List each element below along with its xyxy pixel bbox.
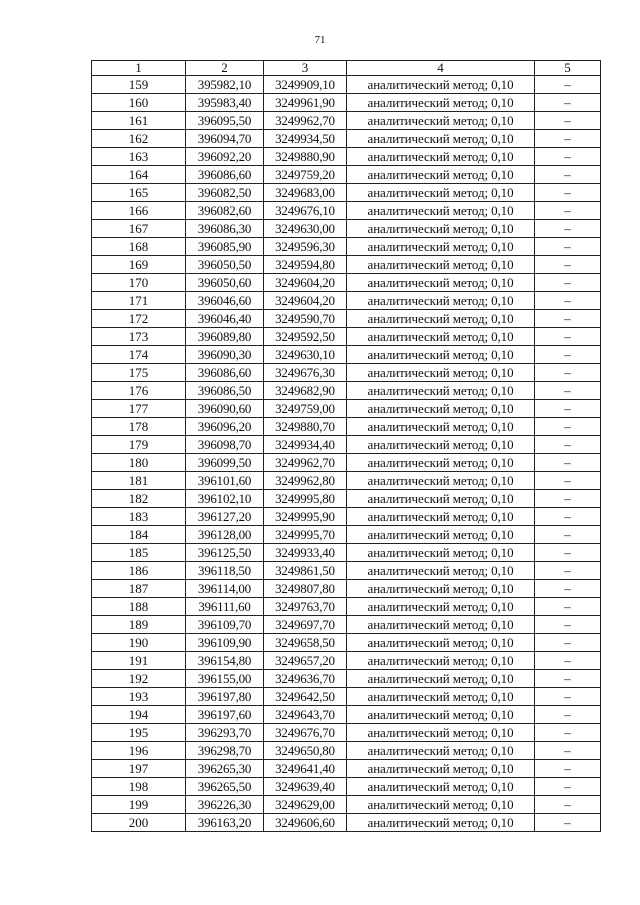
- point-number-cell: 170: [92, 274, 186, 292]
- table-row: [92, 382, 601, 400]
- column-header-3: 3: [264, 61, 347, 76]
- table-row: [92, 742, 601, 760]
- description-cell: –: [535, 616, 601, 634]
- table-row: [92, 724, 601, 742]
- point-number-cell: 189: [92, 616, 186, 634]
- x-coordinate-cell: 396128,00: [186, 526, 264, 544]
- x-coordinate-cell: 396046,40: [186, 310, 264, 328]
- table-row: [92, 562, 601, 580]
- description-cell: –: [535, 202, 601, 220]
- x-coordinate-cell: 396111,60: [186, 598, 264, 616]
- column-header-2: 2: [186, 61, 264, 76]
- description-cell: –: [535, 328, 601, 346]
- point-number-cell: 173: [92, 328, 186, 346]
- y-coordinate-cell: 3249630,00: [264, 220, 347, 238]
- method-cell: аналитический метод; 0,10: [347, 778, 535, 796]
- description-cell: –: [535, 688, 601, 706]
- y-coordinate-cell: 3249682,90: [264, 382, 347, 400]
- y-coordinate-cell: 3249861,50: [264, 562, 347, 580]
- x-coordinate-cell: 396085,90: [186, 238, 264, 256]
- description-cell: –: [535, 652, 601, 670]
- description-cell: –: [535, 796, 601, 814]
- x-coordinate-cell: 396265,50: [186, 778, 264, 796]
- method-cell: аналитический метод; 0,10: [347, 418, 535, 436]
- table-row: [92, 544, 601, 562]
- x-coordinate-cell: 396095,50: [186, 112, 264, 130]
- column-header-1: 1: [92, 61, 186, 76]
- x-coordinate-cell: 396298,70: [186, 742, 264, 760]
- point-number-cell: 198: [92, 778, 186, 796]
- y-coordinate-cell: 3249658,50: [264, 634, 347, 652]
- description-cell: –: [535, 220, 601, 238]
- table-row: [92, 400, 601, 418]
- method-cell: аналитический метод; 0,10: [347, 472, 535, 490]
- description-cell: –: [535, 706, 601, 724]
- y-coordinate-cell: 3249934,40: [264, 436, 347, 454]
- method-cell: аналитический метод; 0,10: [347, 706, 535, 724]
- description-cell: –: [535, 454, 601, 472]
- description-cell: –: [535, 580, 601, 598]
- method-cell: аналитический метод; 0,10: [347, 400, 535, 418]
- x-coordinate-cell: 396109,70: [186, 616, 264, 634]
- description-cell: –: [535, 670, 601, 688]
- table-row: [92, 814, 601, 832]
- point-number-cell: 161: [92, 112, 186, 130]
- x-coordinate-cell: 396114,00: [186, 580, 264, 598]
- method-cell: аналитический метод; 0,10: [347, 112, 535, 130]
- y-coordinate-cell: 3249961,90: [264, 94, 347, 112]
- y-coordinate-cell: 3249604,20: [264, 274, 347, 292]
- table-row: [92, 526, 601, 544]
- point-number-cell: 160: [92, 94, 186, 112]
- x-coordinate-cell: 395982,10: [186, 76, 264, 94]
- method-cell: аналитический метод; 0,10: [347, 544, 535, 562]
- y-coordinate-cell: 3249636,70: [264, 670, 347, 688]
- x-coordinate-cell: 396090,60: [186, 400, 264, 418]
- table-row: [92, 328, 601, 346]
- point-number-cell: 200: [92, 814, 186, 832]
- method-cell: аналитический метод; 0,10: [347, 202, 535, 220]
- point-number-cell: 188: [92, 598, 186, 616]
- method-cell: аналитический метод; 0,10: [347, 76, 535, 94]
- point-number-cell: 180: [92, 454, 186, 472]
- description-cell: –: [535, 400, 601, 418]
- description-cell: –: [535, 274, 601, 292]
- y-coordinate-cell: 3249807,80: [264, 580, 347, 598]
- point-number-cell: 182: [92, 490, 186, 508]
- table-row: [92, 364, 601, 382]
- method-cell: аналитический метод; 0,10: [347, 148, 535, 166]
- y-coordinate-cell: 3249639,40: [264, 778, 347, 796]
- description-cell: –: [535, 94, 601, 112]
- x-coordinate-cell: 396046,60: [186, 292, 264, 310]
- point-number-cell: 181: [92, 472, 186, 490]
- table-row: [92, 130, 601, 148]
- method-cell: аналитический метод; 0,10: [347, 220, 535, 238]
- point-number-cell: 192: [92, 670, 186, 688]
- description-cell: –: [535, 472, 601, 490]
- description-cell: –: [535, 364, 601, 382]
- x-coordinate-cell: 396102,10: [186, 490, 264, 508]
- y-coordinate-cell: 3249763,70: [264, 598, 347, 616]
- table-row: [92, 292, 601, 310]
- method-cell: аналитический метод; 0,10: [347, 634, 535, 652]
- table-body: [92, 76, 601, 832]
- y-coordinate-cell: 3249934,50: [264, 130, 347, 148]
- y-coordinate-cell: 3249629,00: [264, 796, 347, 814]
- x-coordinate-cell: 396226,30: [186, 796, 264, 814]
- table-row: [92, 652, 601, 670]
- x-coordinate-cell: 396086,60: [186, 166, 264, 184]
- table-row: [92, 346, 601, 364]
- y-coordinate-cell: 3249642,50: [264, 688, 347, 706]
- method-cell: аналитический метод; 0,10: [347, 94, 535, 112]
- point-number-cell: 190: [92, 634, 186, 652]
- description-cell: –: [535, 346, 601, 364]
- y-coordinate-cell: 3249643,70: [264, 706, 347, 724]
- point-number-cell: 179: [92, 436, 186, 454]
- table-row: [92, 436, 601, 454]
- table-row: [92, 670, 601, 688]
- y-coordinate-cell: 3249641,40: [264, 760, 347, 778]
- point-number-cell: 168: [92, 238, 186, 256]
- description-cell: –: [535, 634, 601, 652]
- method-cell: аналитический метод; 0,10: [347, 310, 535, 328]
- table-row: [92, 238, 601, 256]
- coordinates-table: [91, 60, 601, 832]
- description-cell: –: [535, 418, 601, 436]
- y-coordinate-cell: 3249909,10: [264, 76, 347, 94]
- x-coordinate-cell: 396092,20: [186, 148, 264, 166]
- y-coordinate-cell: 3249606,60: [264, 814, 347, 832]
- point-number-cell: 183: [92, 508, 186, 526]
- method-cell: аналитический метод; 0,10: [347, 814, 535, 832]
- point-number-cell: 174: [92, 346, 186, 364]
- table-row: [92, 184, 601, 202]
- description-cell: –: [535, 184, 601, 202]
- description-cell: –: [535, 238, 601, 256]
- point-number-cell: 176: [92, 382, 186, 400]
- x-coordinate-cell: 396265,30: [186, 760, 264, 778]
- x-coordinate-cell: 396050,50: [186, 256, 264, 274]
- method-cell: аналитический метод; 0,10: [347, 508, 535, 526]
- y-coordinate-cell: 3249697,70: [264, 616, 347, 634]
- x-coordinate-cell: 396127,20: [186, 508, 264, 526]
- column-header-5: 5: [535, 61, 601, 76]
- table-row: [92, 472, 601, 490]
- method-cell: аналитический метод; 0,10: [347, 130, 535, 148]
- table-row: [92, 490, 601, 508]
- method-cell: аналитический метод; 0,10: [347, 526, 535, 544]
- description-cell: –: [535, 256, 601, 274]
- y-coordinate-cell: 3249596,30: [264, 238, 347, 256]
- y-coordinate-cell: 3249995,80: [264, 490, 347, 508]
- x-coordinate-cell: 396086,60: [186, 364, 264, 382]
- point-number-cell: 165: [92, 184, 186, 202]
- point-number-cell: 194: [92, 706, 186, 724]
- point-number-cell: 175: [92, 364, 186, 382]
- method-cell: аналитический метод; 0,10: [347, 346, 535, 364]
- y-coordinate-cell: 3249657,20: [264, 652, 347, 670]
- y-coordinate-cell: 3249962,70: [264, 112, 347, 130]
- description-cell: –: [535, 112, 601, 130]
- description-cell: –: [535, 742, 601, 760]
- table-row: [92, 202, 601, 220]
- method-cell: аналитический метод; 0,10: [347, 688, 535, 706]
- x-coordinate-cell: 396101,60: [186, 472, 264, 490]
- point-number-cell: 184: [92, 526, 186, 544]
- description-cell: –: [535, 724, 601, 742]
- description-cell: –: [535, 508, 601, 526]
- point-number-cell: 163: [92, 148, 186, 166]
- x-coordinate-cell: 396125,50: [186, 544, 264, 562]
- description-cell: –: [535, 166, 601, 184]
- method-cell: аналитический метод; 0,10: [347, 796, 535, 814]
- description-cell: –: [535, 814, 601, 832]
- description-cell: –: [535, 76, 601, 94]
- table-row: [92, 418, 601, 436]
- x-coordinate-cell: 396086,50: [186, 382, 264, 400]
- y-coordinate-cell: 3249995,70: [264, 526, 347, 544]
- method-cell: аналитический метод; 0,10: [347, 328, 535, 346]
- table-row: [92, 166, 601, 184]
- y-coordinate-cell: 3249933,40: [264, 544, 347, 562]
- point-number-cell: 159: [92, 76, 186, 94]
- x-coordinate-cell: 396096,20: [186, 418, 264, 436]
- y-coordinate-cell: 3249995,90: [264, 508, 347, 526]
- point-number-cell: 185: [92, 544, 186, 562]
- description-cell: –: [535, 490, 601, 508]
- x-coordinate-cell: 396118,50: [186, 562, 264, 580]
- x-coordinate-cell: 396090,30: [186, 346, 264, 364]
- y-coordinate-cell: 3249880,70: [264, 418, 347, 436]
- description-cell: –: [535, 436, 601, 454]
- x-coordinate-cell: 396098,70: [186, 436, 264, 454]
- point-number-cell: 166: [92, 202, 186, 220]
- x-coordinate-cell: 396155,00: [186, 670, 264, 688]
- description-cell: –: [535, 382, 601, 400]
- y-coordinate-cell: 3249676,10: [264, 202, 347, 220]
- y-coordinate-cell: 3249759,00: [264, 400, 347, 418]
- y-coordinate-cell: 3249962,80: [264, 472, 347, 490]
- point-number-cell: 199: [92, 796, 186, 814]
- method-cell: аналитический метод; 0,10: [347, 742, 535, 760]
- x-coordinate-cell: 396094,70: [186, 130, 264, 148]
- method-cell: аналитический метод; 0,10: [347, 184, 535, 202]
- description-cell: –: [535, 544, 601, 562]
- y-coordinate-cell: 3249650,80: [264, 742, 347, 760]
- table-row: [92, 148, 601, 166]
- table-row: [92, 688, 601, 706]
- method-cell: аналитический метод; 0,10: [347, 292, 535, 310]
- table-row: [92, 634, 601, 652]
- y-coordinate-cell: 3249590,70: [264, 310, 347, 328]
- description-cell: –: [535, 292, 601, 310]
- method-cell: аналитический метод; 0,10: [347, 562, 535, 580]
- method-cell: аналитический метод; 0,10: [347, 670, 535, 688]
- description-cell: –: [535, 562, 601, 580]
- point-number-cell: 186: [92, 562, 186, 580]
- method-cell: аналитический метод; 0,10: [347, 166, 535, 184]
- table-header-row: [92, 61, 601, 76]
- point-number-cell: 178: [92, 418, 186, 436]
- point-number-cell: 164: [92, 166, 186, 184]
- table-row: [92, 76, 601, 94]
- point-number-cell: 197: [92, 760, 186, 778]
- point-number-cell: 193: [92, 688, 186, 706]
- point-number-cell: 177: [92, 400, 186, 418]
- description-cell: –: [535, 310, 601, 328]
- method-cell: аналитический метод; 0,10: [347, 436, 535, 454]
- x-coordinate-cell: 396293,70: [186, 724, 264, 742]
- y-coordinate-cell: 3249676,70: [264, 724, 347, 742]
- table-row: [92, 778, 601, 796]
- table-row: [92, 796, 601, 814]
- method-cell: аналитический метод; 0,10: [347, 364, 535, 382]
- x-coordinate-cell: 396082,60: [186, 202, 264, 220]
- table-row: [92, 94, 601, 112]
- method-cell: аналитический метод; 0,10: [347, 274, 535, 292]
- method-cell: аналитический метод; 0,10: [347, 598, 535, 616]
- x-coordinate-cell: 396099,50: [186, 454, 264, 472]
- x-coordinate-cell: 396089,80: [186, 328, 264, 346]
- table-row: [92, 310, 601, 328]
- column-header-4: 4: [347, 61, 535, 76]
- point-number-cell: 191: [92, 652, 186, 670]
- table-row: [92, 220, 601, 238]
- point-number-cell: 187: [92, 580, 186, 598]
- point-number-cell: 196: [92, 742, 186, 760]
- y-coordinate-cell: 3249676,30: [264, 364, 347, 382]
- y-coordinate-cell: 3249962,70: [264, 454, 347, 472]
- description-cell: –: [535, 778, 601, 796]
- table-row: [92, 112, 601, 130]
- y-coordinate-cell: 3249594,80: [264, 256, 347, 274]
- point-number-cell: 169: [92, 256, 186, 274]
- x-coordinate-cell: 396086,30: [186, 220, 264, 238]
- table-row: [92, 256, 601, 274]
- y-coordinate-cell: 3249880,90: [264, 148, 347, 166]
- description-cell: –: [535, 526, 601, 544]
- point-number-cell: 195: [92, 724, 186, 742]
- method-cell: аналитический метод; 0,10: [347, 760, 535, 778]
- method-cell: аналитический метод; 0,10: [347, 382, 535, 400]
- y-coordinate-cell: 3249759,20: [264, 166, 347, 184]
- table-row: [92, 598, 601, 616]
- table-row: [92, 454, 601, 472]
- description-cell: –: [535, 130, 601, 148]
- method-cell: аналитический метод; 0,10: [347, 616, 535, 634]
- x-coordinate-cell: 396154,80: [186, 652, 264, 670]
- page-number: 71: [314, 34, 326, 46]
- method-cell: аналитический метод; 0,10: [347, 724, 535, 742]
- x-coordinate-cell: 396109,90: [186, 634, 264, 652]
- y-coordinate-cell: 3249592,50: [264, 328, 347, 346]
- table-row: [92, 706, 601, 724]
- x-coordinate-cell: 396197,60: [186, 706, 264, 724]
- point-number-cell: 171: [92, 292, 186, 310]
- table-row: [92, 616, 601, 634]
- method-cell: аналитический метод; 0,10: [347, 580, 535, 598]
- y-coordinate-cell: 3249630,10: [264, 346, 347, 364]
- x-coordinate-cell: 396082,50: [186, 184, 264, 202]
- x-coordinate-cell: 396197,80: [186, 688, 264, 706]
- method-cell: аналитический метод; 0,10: [347, 490, 535, 508]
- x-coordinate-cell: 395983,40: [186, 94, 264, 112]
- method-cell: аналитический метод; 0,10: [347, 238, 535, 256]
- point-number-cell: 162: [92, 130, 186, 148]
- method-cell: аналитический метод; 0,10: [347, 652, 535, 670]
- method-cell: аналитический метод; 0,10: [347, 454, 535, 472]
- x-coordinate-cell: 396163,20: [186, 814, 264, 832]
- table-row: [92, 274, 601, 292]
- y-coordinate-cell: 3249683,00: [264, 184, 347, 202]
- point-number-cell: 172: [92, 310, 186, 328]
- table-row: [92, 760, 601, 778]
- description-cell: –: [535, 760, 601, 778]
- y-coordinate-cell: 3249604,20: [264, 292, 347, 310]
- point-number-cell: 167: [92, 220, 186, 238]
- table-row: [92, 508, 601, 526]
- table-row: [92, 580, 601, 598]
- description-cell: –: [535, 148, 601, 166]
- description-cell: –: [535, 598, 601, 616]
- method-cell: аналитический метод; 0,10: [347, 256, 535, 274]
- x-coordinate-cell: 396050,60: [186, 274, 264, 292]
